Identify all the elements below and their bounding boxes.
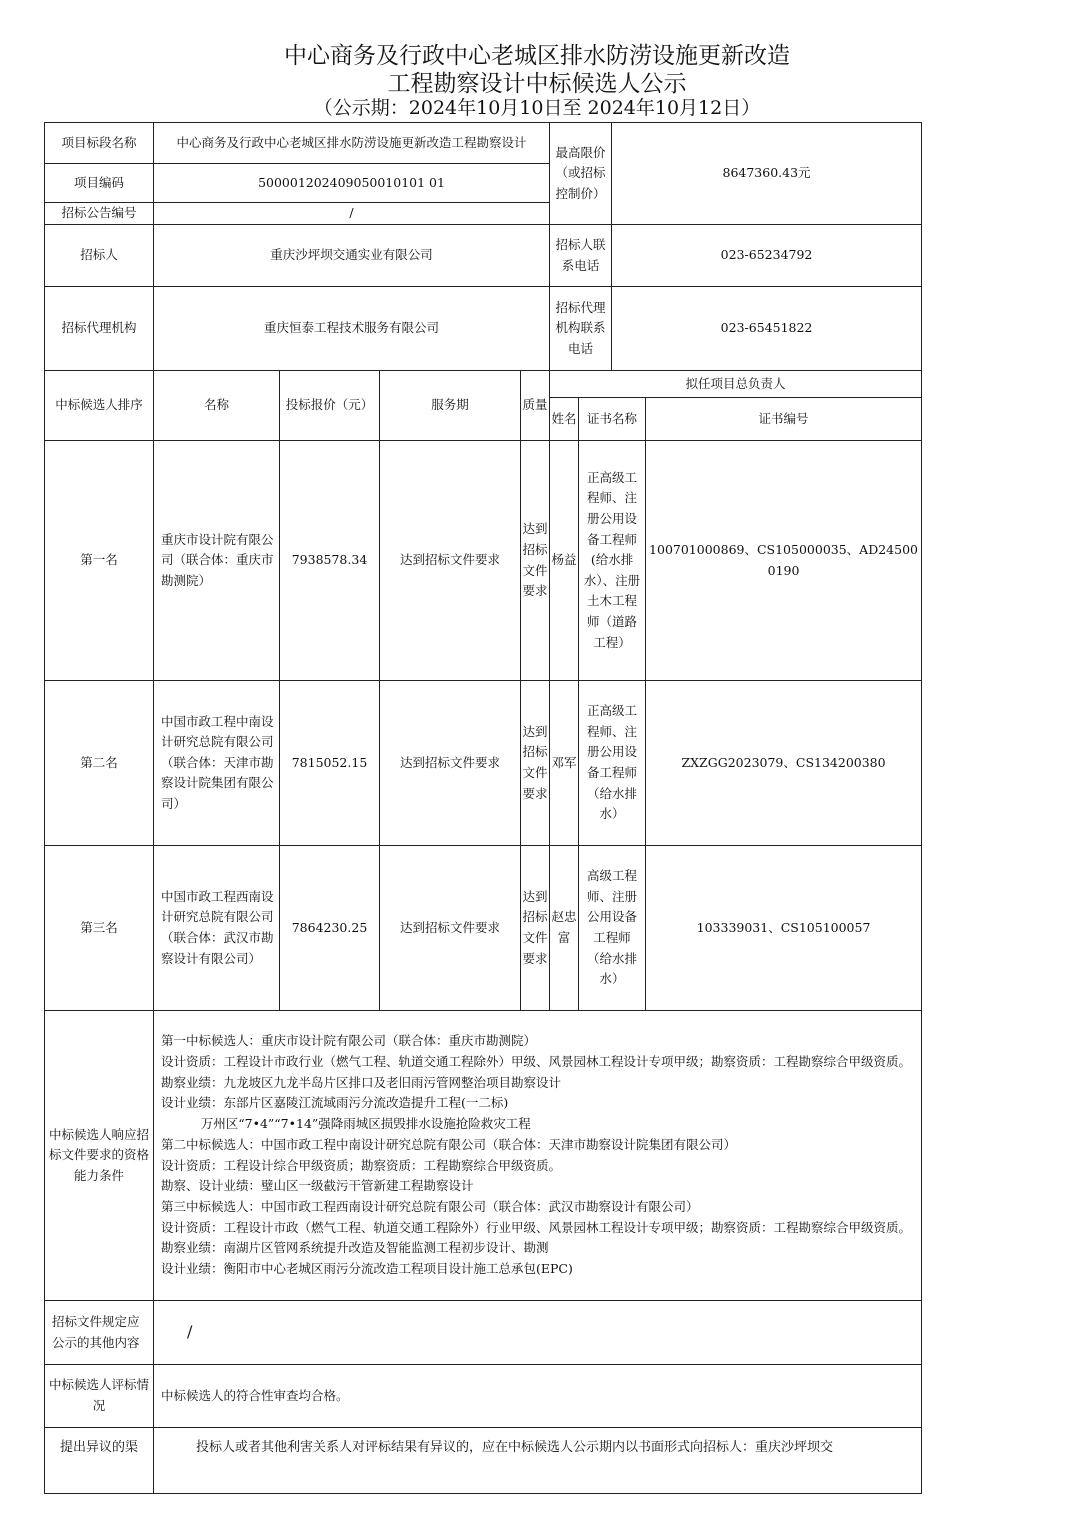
objection-label: 提出异议的渠 <box>45 1428 154 1494</box>
project-name-label: 项目标段名称 <box>45 123 154 164</box>
project-code-label: 项目编码 <box>45 164 154 203</box>
leader-name: 邓军 <box>550 681 579 846</box>
objection-text: 投标人或者其他利害关系人对评标结果有异议的，应在中标候选人公示期内以书面形式向招标人：重庆沙坪坝交 <box>196 1440 834 1455</box>
project-code: 500001202409050010101 01 <box>154 164 550 203</box>
qualification-line: 第三中标候选人：中国市政工程西南设计研究总院有限公司（联合体：武汉市勘察设计有限公司） <box>161 1198 699 1214</box>
col-rank: 中标候选人排序 <box>45 371 154 441</box>
project-name: 中心商务及行政中心老城区排水防涝设施更新改造工程勘察设计 <box>154 123 550 164</box>
cert-name: 高级工程师、注册公用设备工程师（给水排水） <box>579 846 646 1011</box>
candidate-price: 7938578.34 <box>280 441 380 681</box>
col-quality: 质量 <box>521 371 550 441</box>
tenderer-phone: 023-65234792 <box>612 225 922 287</box>
qualification-line: 万州区“7•4”“7•14”强降雨城区损毁排水设施抢险救灾工程 <box>161 1116 531 1132</box>
cert-name: 正高级工程师、注册公用设备工程师（给水排水） <box>579 681 646 846</box>
qualification-line: 第一中标候选人：重庆市设计院有限公司（联合体：重庆市勘测院） <box>161 1033 537 1049</box>
candidate-name: 中国市政工程西南设计研究总院有限公司（联合体：武汉市勘察设计有限公司） <box>154 846 280 1011</box>
col-leader-name: 姓名 <box>550 398 579 441</box>
other-content-label: 招标文件规定应公示的其他内容 <box>45 1301 154 1365</box>
cert-no: 100701000869、CS105000035、AD245000190 <box>646 441 922 681</box>
candidate-price: 7864230.25 <box>280 846 380 1011</box>
candidate-name: 重庆市设计院有限公司（联合体：重庆市勘测院） <box>154 441 280 681</box>
other-content-value: / <box>187 1322 193 1342</box>
agency-phone: 023-65451822 <box>612 287 922 371</box>
announce-no-label: 招标公告编号 <box>45 203 154 225</box>
leader-name: 赵忠富 <box>550 846 579 1011</box>
agency: 重庆恒泰工程技术服务有限公司 <box>154 287 550 371</box>
qualification-line: 设计业绩：东部片区嘉陵江流域雨污分流改造提升工程(一二标) <box>161 1095 509 1111</box>
title-line-2: 工程勘察设计中标候选人公示 <box>387 71 687 97</box>
max-price: 8647360.43元 <box>612 123 922 225</box>
qualification-line: 勘察业绩：南湖片区管网系统提升改造及智能监测工程初步设计、勘测 <box>161 1240 549 1256</box>
agency-label: 招标代理机构 <box>45 287 154 371</box>
publicity-period: （公示期：2024年10月10日至 2024年10月12日） <box>313 97 761 119</box>
col-cert-name: 证书名称 <box>579 398 646 441</box>
table-row <box>45 846 922 1011</box>
candidate-quality: 达到招标文件要求 <box>521 441 550 681</box>
table-row <box>45 441 922 681</box>
cert-name: 正高级工程师、注册公用设备工程师(给水排水）、注册土木工程师（道路工程） <box>579 441 646 681</box>
objection-content <box>154 1428 922 1494</box>
cert-no: 103339031、CS105100057 <box>646 846 922 1011</box>
review-label: 中标候选人评标情况 <box>45 1365 154 1428</box>
tenderer: 重庆沙坪坝交通实业有限公司 <box>154 225 550 287</box>
candidate-rank: 第三名 <box>45 846 154 1011</box>
col-leader: 拟任项目总负责人 <box>550 371 922 398</box>
leader-name: 杨益 <box>550 441 579 681</box>
candidate-name: 中国市政工程中南设计研究总院有限公司（联合体：天津市勘察设计院集团有限公司） <box>154 681 280 846</box>
table-row <box>45 681 922 846</box>
announce-no: / <box>154 203 550 225</box>
qualification-line: 设计资质：工程设计综合甲级资质；勘察资质：工程勘察综合甲级资质。 <box>161 1157 562 1173</box>
col-cert-no: 证书编号 <box>646 398 922 441</box>
cert-no: ZXZGG2023079、CS134200380 <box>646 681 922 846</box>
candidate-rank: 第一名 <box>45 441 154 681</box>
agency-phone-label: 招标代理机构联系电话 <box>550 287 612 371</box>
qualification-line: 设计资质：工程设计市政行业（燃气工程、轨道交通工程除外）甲级、风景园林工程设计专项甲级；勘察资质：工程勘察综合甲级资质。 <box>161 1053 912 1069</box>
qualification-line: 设计资质：工程设计市政（燃气工程、轨道交通工程除外）行业甲级、风景园林工程设计专项甲级；勘察资质：工程勘察综合甲级资质。 <box>161 1219 912 1235</box>
qualification-line: 勘察业绩：九龙坡区九龙半岛片区排口及老旧雨污管网整治项目勘察设计 <box>161 1074 562 1090</box>
qualification-label: 中标候选人响应招标文件要求的资格能力条件 <box>45 1011 154 1301</box>
col-price: 投标报价（元） <box>280 371 380 441</box>
qualification-content <box>154 1011 922 1301</box>
col-name: 名称 <box>154 371 280 441</box>
tenderer-phone-label: 招标人联系电话 <box>550 225 612 287</box>
title-line-1: 中心商务及行政中心老城区排水防涝设施更新改造 <box>284 43 790 69</box>
candidate-quality: 达到招标文件要求 <box>521 681 550 846</box>
other-content <box>154 1301 922 1365</box>
announcement-table <box>44 122 922 1494</box>
candidate-quality: 达到招标文件要求 <box>521 846 550 1011</box>
review-content: 中标候选人的符合性审查均合格。 <box>154 1365 922 1428</box>
candidate-service: 达到招标文件要求 <box>380 441 521 681</box>
tenderer-label: 招标人 <box>45 225 154 287</box>
qualification-line: 第二中标候选人：中国市政工程中南设计研究总院有限公司（联合体：天津市勘察设计院集团有限公司） <box>161 1136 737 1152</box>
col-service: 服务期 <box>380 371 521 441</box>
candidate-service: 达到招标文件要求 <box>380 846 521 1011</box>
candidate-service: 达到招标文件要求 <box>380 681 521 846</box>
max-price-label: 最高限价（或招标控制价） <box>550 123 612 225</box>
qualification-line: 勘察、设计业绩：璧山区一级截污干管新建工程勘察设计 <box>161 1178 474 1194</box>
qualification-line: 设计业绩：衡阳市中心老城区雨污分流改造工程项目设计施工总承包(EPC) <box>161 1261 573 1277</box>
candidate-rank: 第二名 <box>45 681 154 846</box>
candidate-price: 7815052.15 <box>280 681 380 846</box>
